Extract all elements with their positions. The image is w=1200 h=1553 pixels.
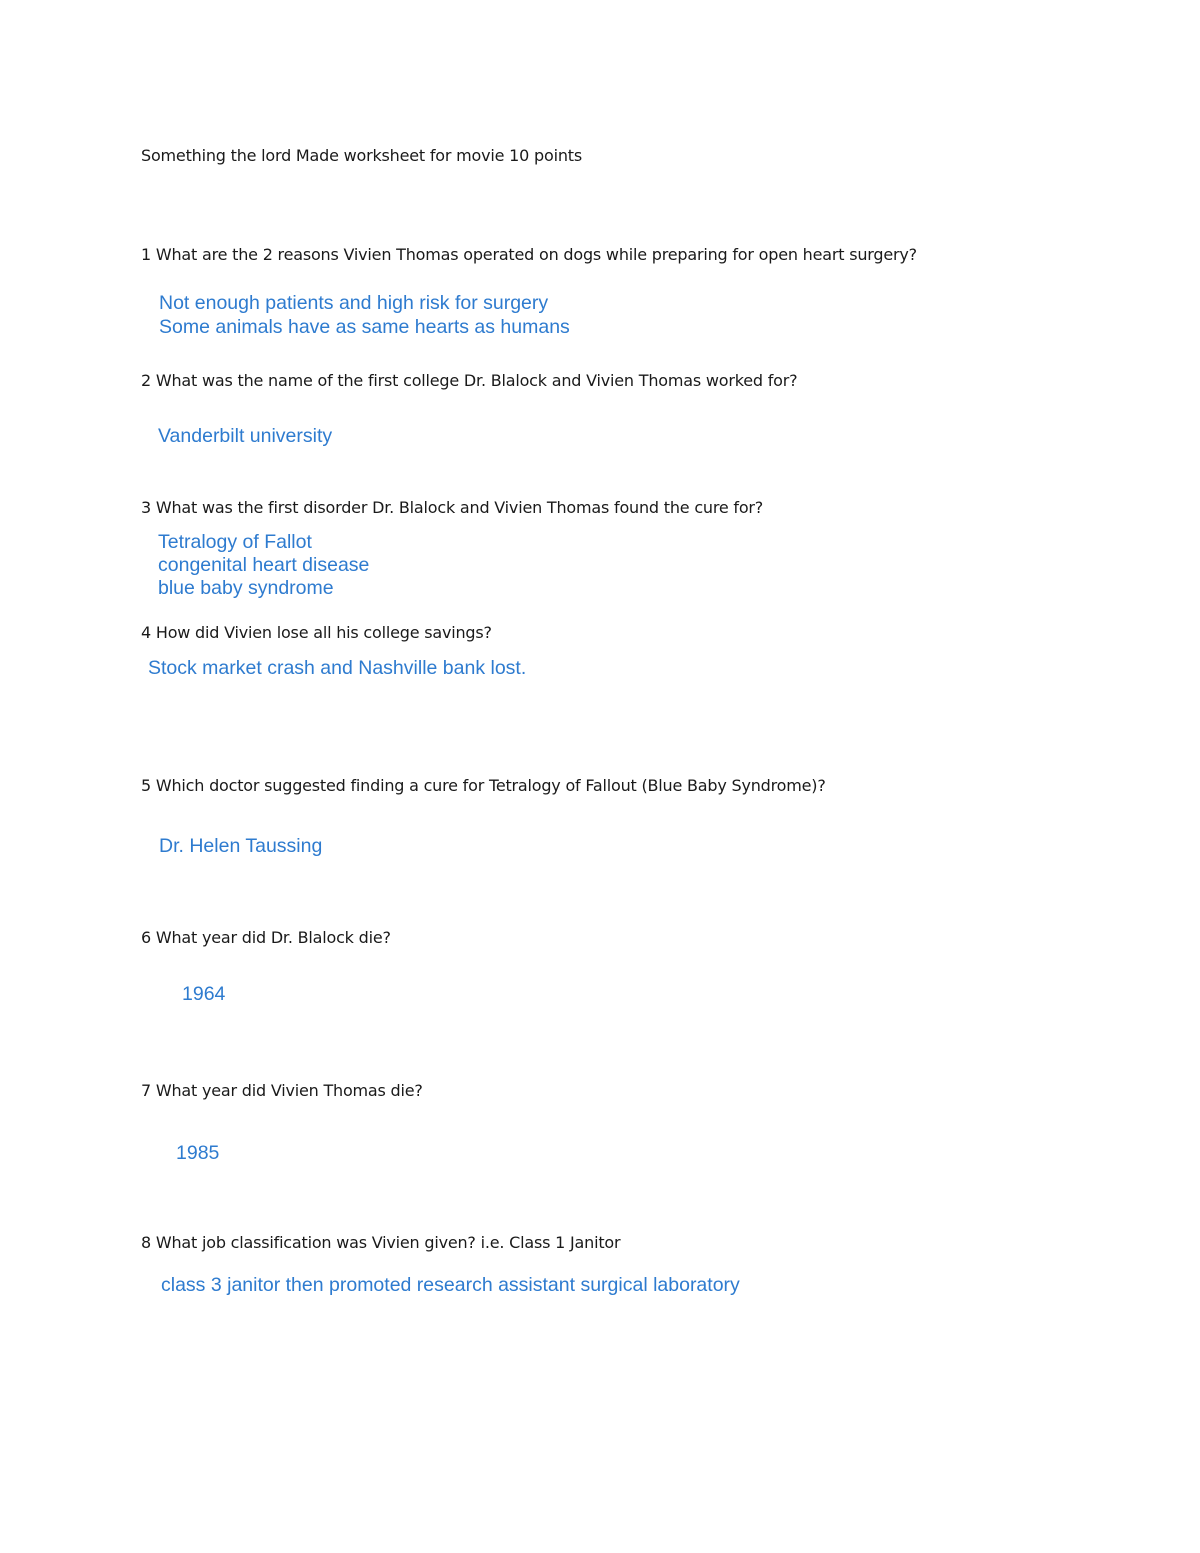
question-1: 1 What are the 2 reasons Vivien Thomas operated on dogs while preparing for open heart surgery?	[141, 245, 917, 264]
question-2: 2 What was the name of the first college Dr. Blalock and Vivien Thomas worked for?	[141, 371, 798, 390]
answer-3-line-1: Tetralogy of Fallot	[158, 531, 312, 553]
question-7: 7 What year did Vivien Thomas die?	[141, 1081, 423, 1100]
answer-3-line-3: blue baby syndrome	[158, 577, 334, 599]
answer-8: class 3 janitor then promoted research assistant surgical laboratory	[161, 1274, 740, 1296]
answer-5: Dr. Helen Taussing	[159, 835, 323, 857]
answer-3-line-2: congenital heart disease	[158, 554, 370, 576]
answer-6: 1964	[182, 983, 226, 1005]
answer-2: Vanderbilt university	[158, 425, 333, 447]
question-5: 5 Which doctor suggested finding a cure for Tetralogy of Fallout (Blue Baby Syndrome)?	[141, 776, 826, 795]
question-6: 6 What year did Dr. Blalock die?	[141, 928, 391, 947]
question-4: 4 How did Vivien lose all his college savings?	[141, 623, 492, 642]
question-8: 8 What job classification was Vivien given? i.e. Class 1 Janitor	[141, 1233, 621, 1252]
answer-1-line-1: Not enough patients and high risk for surgery	[159, 292, 549, 314]
worksheet-title: Something the lord Made worksheet for movie 10 points	[141, 146, 582, 165]
answer-4: Stock market crash and Nashville bank lost.	[148, 657, 527, 679]
question-3: 3 What was the first disorder Dr. Blalock and Vivien Thomas found the cure for?	[141, 498, 764, 517]
answer-1-line-2: Some animals have as same hearts as humans	[159, 316, 570, 338]
answer-7: 1985	[176, 1142, 220, 1164]
